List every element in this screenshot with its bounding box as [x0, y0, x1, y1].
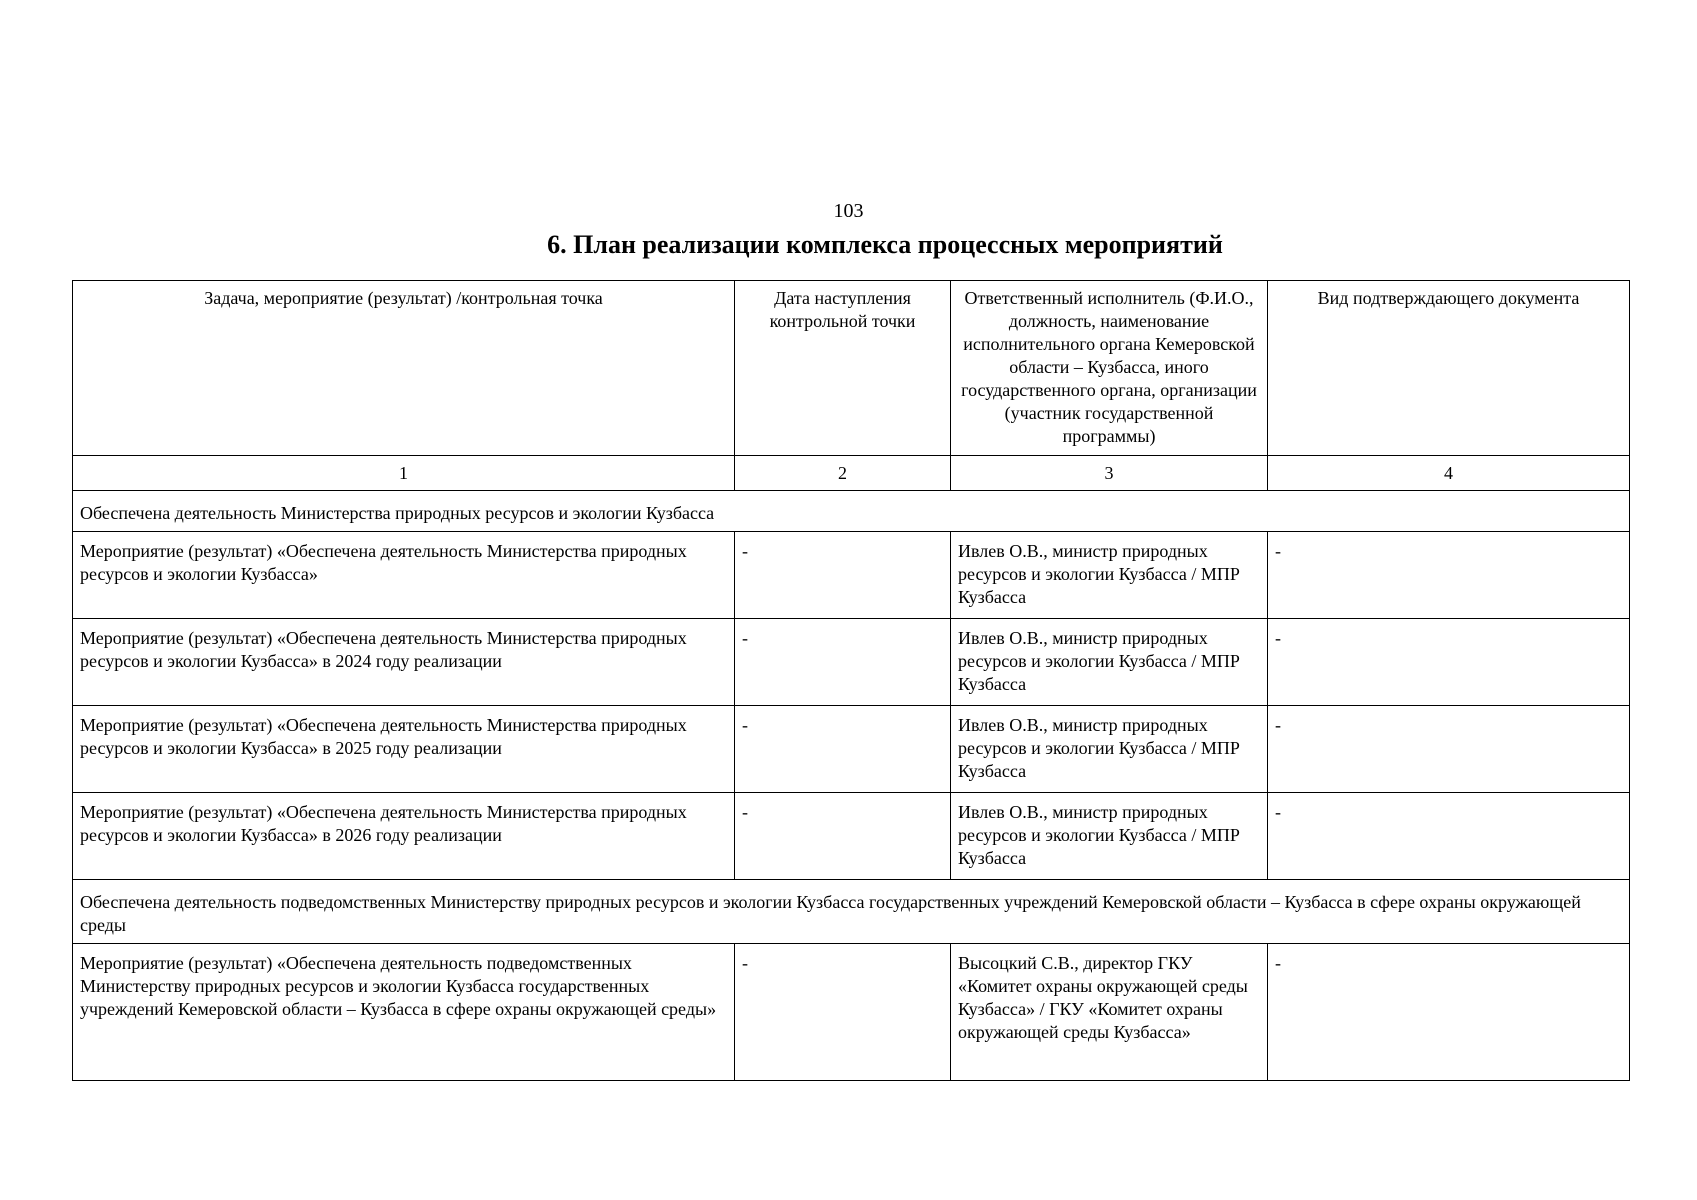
column-number: 3 [951, 456, 1268, 491]
executor-cell: Ивлев О.В., министр природных ресурсов и экологии Кузбасса / МПР Кузбасса [951, 619, 1268, 706]
column-number: 4 [1268, 456, 1630, 491]
date-cell: - [735, 532, 951, 619]
header-executor: Ответственный исполнитель (Ф.И.О., должность, наименование исполнительного органа Кемеровской области – Кузбасса, иного государственного органа, организации (участник государственной программы) [951, 281, 1268, 456]
header-task: Задача, мероприятие (результат) /контрольная точка [73, 281, 735, 456]
document-cell: - [1268, 793, 1630, 880]
date-cell: - [735, 619, 951, 706]
page-title: 6. План реализации комплекса процессных мероприятий [547, 230, 1223, 259]
page-number: 103 [833, 200, 864, 222]
task-cell: Мероприятие (результат) «Обеспечена деятельность Министерства природных ресурсов и экологии Кузбасса» [73, 532, 735, 619]
task-cell: Мероприятие (результат) «Обеспечена деятельность подведомственных Министерству природных ресурсов и экологии Кузбасса государственных учреждений Кемеровской области – Кузбасса в сфере охраны окружающей среды» [73, 944, 735, 1081]
document-cell: - [1268, 706, 1630, 793]
table-row [73, 532, 1630, 619]
column-number: 1 [73, 456, 735, 491]
table-row [73, 944, 1630, 1081]
section-row [73, 880, 1630, 944]
date-cell: - [735, 793, 951, 880]
task-cell: Мероприятие (результат) «Обеспечена деятельность Министерства природных ресурсов и экологии Кузбасса» в 2025 году реализации [73, 706, 735, 793]
document-cell: - [1268, 532, 1630, 619]
executor-cell: Ивлев О.В., министр природных ресурсов и экологии Кузбасса / МПР Кузбасса [951, 793, 1268, 880]
executor-cell: Высоцкий С.В., директор ГКУ «Комитет охраны окружающей среды Кузбасса» / ГКУ «Комитет охраны окружающей среды Кузбасса» [951, 944, 1268, 1081]
header-date: Дата наступления контрольной точки [735, 281, 951, 456]
column-number-row [73, 456, 1630, 491]
header-document: Вид подтверждающего документа [1268, 281, 1630, 456]
task-cell: Мероприятие (результат) «Обеспечена деятельность Министерства природных ресурсов и экологии Кузбасса» в 2026 году реализации [73, 793, 735, 880]
executor-cell: Ивлев О.В., министр природных ресурсов и экологии Кузбасса / МПР Кузбасса [951, 532, 1268, 619]
document-cell: - [1268, 619, 1630, 706]
date-cell: - [735, 706, 951, 793]
table-row [73, 619, 1630, 706]
header-row [73, 281, 1630, 456]
section-title: Обеспечена деятельность подведомственных Министерству природных ресурсов и экологии Кузбасса государственных учреждений Кемеровской области – Кузбасса в сфере охраны окружающей среды [73, 880, 1630, 944]
table-row [73, 793, 1630, 880]
document-cell: - [1268, 944, 1630, 1081]
plan-table [72, 280, 1630, 1081]
task-cell: Мероприятие (результат) «Обеспечена деятельность Министерства природных ресурсов и экологии Кузбасса» в 2024 году реализации [73, 619, 735, 706]
date-cell: - [735, 944, 951, 1081]
section-row [73, 491, 1630, 532]
executor-cell: Ивлев О.В., министр природных ресурсов и экологии Кузбасса / МПР Кузбасса [951, 706, 1268, 793]
table-row [73, 706, 1630, 793]
section-title: Обеспечена деятельность Министерства природных ресурсов и экологии Кузбасса [73, 491, 1630, 532]
column-number: 2 [735, 456, 951, 491]
